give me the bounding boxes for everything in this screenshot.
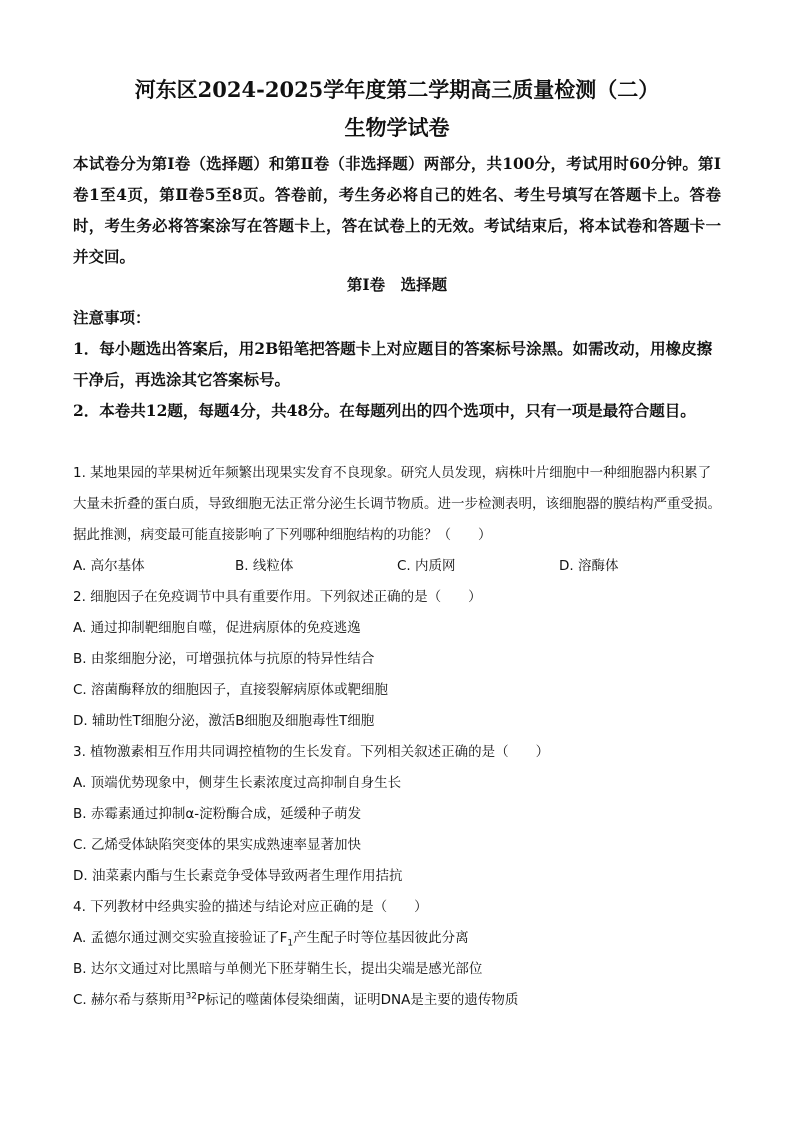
option: C. 乙烯受体缺陷突变体的果实成熟速率显著加快	[73, 837, 362, 853]
intro-paragraph: 本试卷分为第Ⅰ卷（选择题）和第Ⅱ卷（非选择题）两部分，共100分，考试用时60分钟。第Ⅰ卷1至4页，第Ⅱ卷5至8页。答卷前，考生务必将自己的姓名、考生号填写在答题卡上。答卷时，考生务必将答案涂写在答题卡上，答在试卷上的无效。考试结束后，将本试卷和答题卡一并交回。	[73, 154, 721, 266]
section-title: 第Ⅰ卷 选择题	[346, 275, 448, 294]
question-stem: 2. 细胞因子在免疫调节中具有重要作用。下列叙述正确的是（ ）	[73, 589, 482, 605]
option: A. 通过抑制靶细胞自噬，促进病原体的免疫逃逸	[73, 620, 361, 636]
exam-subtitle: 生物学试卷	[344, 115, 450, 140]
option: B. 由浆细胞分泌，可增强抗体与抗原的特异性结合	[73, 651, 375, 667]
notes-block	[73, 302, 721, 426]
question-stem: 3. 植物激素相互作用共同调控植物的生长发育。下列相关叙述正确的是（ ）	[73, 744, 550, 760]
notes-item: 2．本卷共12题，每题4分，共48分。在每题列出的四个选项中，只有一项是最符合题目。	[73, 401, 696, 420]
question-stem: 4. 下列教材中经典实验的描述与结论对应正确的是（ ）	[73, 899, 428, 915]
notes-heading: 注意事项：	[73, 308, 151, 327]
option: C. 溶菌酶释放的细胞因子，直接裂解病原体或靶细胞	[73, 682, 389, 698]
exam-title: 河东区2024-2025学年度第二学期高三质量检测（二）	[134, 77, 660, 102]
questions-block	[73, 458, 721, 1016]
question-stem: 1. 某地果园的苹果树近年频繁出现果实发育不良现象。研究人员发现，病株叶片细胞中一种细胞器内积累了大量未折叠的蛋白质，导致细胞无法正常分泌生长调节物质。进一步检测表明，该细胞器的膜结构严重受损。据此推测，病变最可能直接影响了下列哪种细胞结构的功能？（ ）	[73, 465, 721, 543]
option: C. 内质网	[397, 558, 456, 574]
option: A. 孟德尔通过测交实验直接验证了$F_1$产生配子时等位基因彼此分离	[73, 930, 469, 949]
option: B. 赤霉素通过抑制α-淀粉酶合成，延缓种子萌发	[73, 806, 362, 822]
option: B. 线粒体	[235, 558, 294, 574]
option: C. 赫尔希与蔡斯用$^{32}$P标记的噬菌体侵染细菌，证明DNA是主要的遗传物质	[73, 991, 519, 1008]
option: D. 溶酶体	[559, 558, 619, 574]
option: A. 高尔基体	[73, 558, 145, 574]
option: A. 顶端优势现象中，侧芽生长素浓度过高抑制自身生长	[73, 775, 402, 791]
option: D. 辅助性T细胞分泌，激活B细胞及细胞毒性T细胞	[73, 713, 375, 729]
option: D. 油菜素内酯与生长素竞争受体导致两者生理作用拮抗	[73, 868, 403, 884]
notes-item: 1．每小题选出答案后，用2B铅笔把答题卡上对应题目的答案标号涂黑。如需改动，用橡皮擦干净后，再选涂其它答案标号。	[73, 339, 713, 389]
option: B. 达尔文通过对比黑暗与单侧光下胚芽鞘生长，提出尖端是感光部位	[73, 961, 483, 977]
question-options-row	[73, 551, 721, 582]
